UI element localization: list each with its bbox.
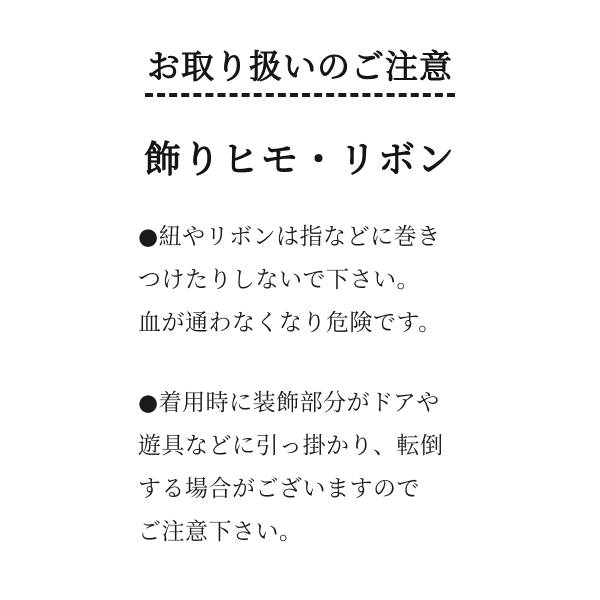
warning-paragraph-2 [138,382,468,554]
page-title: お取り扱いのご注意 [145,46,455,97]
paragraph-line: ●紐やリボンは指などに巻き [138,224,441,250]
page-heading-wrap [0,46,600,97]
page-subtitle: 飾りヒモ・リボン [144,138,456,181]
warning-paragraph-1 [138,216,468,345]
paragraph-line: する場合がございますので [138,476,420,502]
paragraph-line: ご注意下さい。 [138,519,303,545]
paragraph-line: つけたりしないで下さい。 [138,267,420,293]
paragraph-line: 遊具などに引っ掛かり、転倒 [138,433,444,459]
paragraph-line: 血が通わなくなり危険です。 [138,310,442,336]
paragraph-line: ●着用時に装飾部分がドアや [138,390,440,416]
